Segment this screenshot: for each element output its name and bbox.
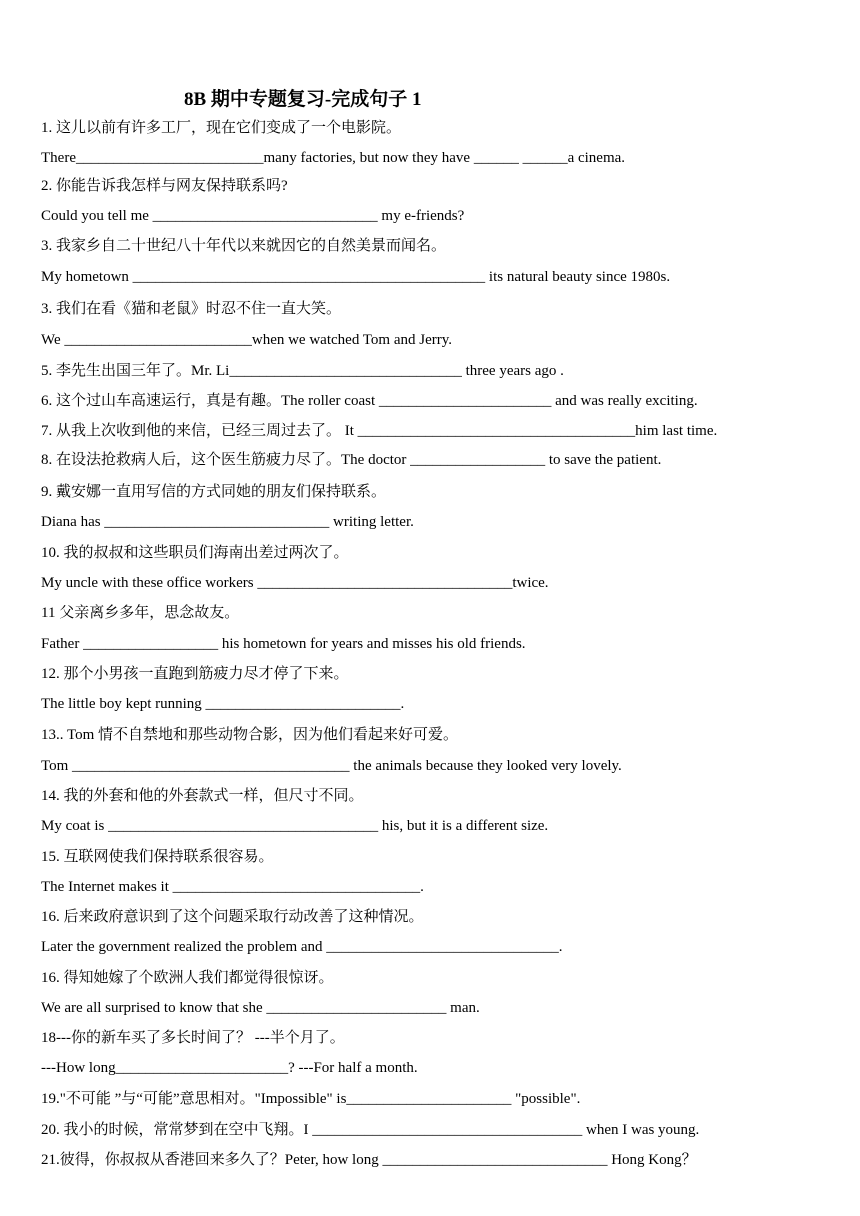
exercise-line: Tom _____________________________________ the animals because they looked very lovely.	[41, 758, 622, 774]
exercise-line: 16. 得知她嫁了个欧洲人我们都觉得很惊讶。	[41, 970, 334, 986]
exercise-line: My coat is ____________________________________ his, but it is a different size.	[41, 818, 549, 834]
exercise-line: The Internet makes it _________________________________.	[41, 879, 424, 895]
exercise-line: 21.彼得，你叔叔从香港回来多久了？Peter, how long ______________________________ Hong Kong？	[41, 1152, 697, 1168]
exercise-line: 15. 互联网使我们保持联系很容易。	[41, 849, 274, 865]
exercise-line: Later the government realized the problem and _______________________________.	[41, 939, 563, 955]
page-title: 8B 期中专题复习-完成句子 1	[184, 89, 422, 110]
exercise-line: 7. 从我上次收到他的来信，已经三周过去了。 It _____________________________________him last time.	[41, 423, 718, 439]
exercise-line: 18---你的新车买了多长时间了？ ---半个月了。	[41, 1030, 345, 1046]
exercise-line: Father __________________ his hometown for years and misses his old friends.	[41, 636, 526, 652]
exercise-line: 10. 我的叔叔和这些职员们海南出差过两次了。	[41, 545, 349, 561]
exercise-line: 12. 那个小男孩一直跑到筋疲力尽才停了下来。	[41, 666, 349, 682]
exercise-line: ---How long_______________________? ---For half a month.	[41, 1060, 418, 1076]
exercise-line: 2. 你能告诉我怎样与网友保持联系吗?	[41, 178, 288, 194]
exercise-line: My uncle with these office workers __________________________________twice.	[41, 575, 549, 591]
exercise-line: 13.. Tom 情不自禁地和那些动物合影，因为他们看起来好可爱。	[41, 727, 459, 743]
exercise-line: 8. 在设法抢救病人后，这个医生筋疲力尽了。The doctor __________________ to save the patient.	[41, 452, 662, 468]
exercise-line: 5. 李先生出国三年了。Mr. Li_______________________________ three years ago .	[41, 363, 564, 379]
exercise-line: 9. 戴安娜一直用写信的方式同她的朋友们保持联系。	[41, 484, 387, 500]
exercise-line: We are all surprised to know that she ________________________ man.	[41, 1000, 480, 1016]
exercise-line: 3. 我家乡自二十世纪八十年代以来就因它的自然美景而闻名。	[41, 238, 447, 254]
exercise-line: 14. 我的外套和他的外套款式一样，但尺寸不同。	[41, 788, 364, 804]
exercise-line: 16. 后来政府意识到了这个问题采取行动改善了这种情况。	[41, 909, 424, 925]
exercise-line: 19."不可能 ”与“可能”意思相对。"Impossible" is______________________ "possible".	[41, 1091, 581, 1107]
exercise-line: There_________________________many factories, but now they have ______ ______a cinema.	[41, 150, 626, 166]
exercise-line: The little boy kept running __________________________.	[41, 696, 405, 712]
exercise-line: We _________________________when we watched Tom and Jerry.	[41, 332, 452, 348]
exercise-line: 11 父亲离乡多年，思念故友。	[41, 605, 240, 621]
exercise-line: Diana has ______________________________ writing letter.	[41, 514, 414, 530]
exercise-line: 3. 我们在看《猫和老鼠》时忍不住一直大笑。	[41, 301, 342, 317]
exercise-line: Could you tell me ______________________________ my e-friends?	[41, 208, 465, 224]
exercise-line: 6. 这个过山车高速运行，真是有趣。The roller coast _______________________ and was really exciting.	[41, 393, 698, 409]
exercise-line: 1. 这儿以前有许多工厂，现在它们变成了一个电影院。	[41, 120, 402, 136]
exercise-line: My hometown _______________________________________________ its natural beauty since 1980s.	[41, 269, 671, 285]
exercise-line: 20. 我小的时候，常常梦到在空中飞翔。I ____________________________________ when I was young.	[41, 1122, 700, 1138]
